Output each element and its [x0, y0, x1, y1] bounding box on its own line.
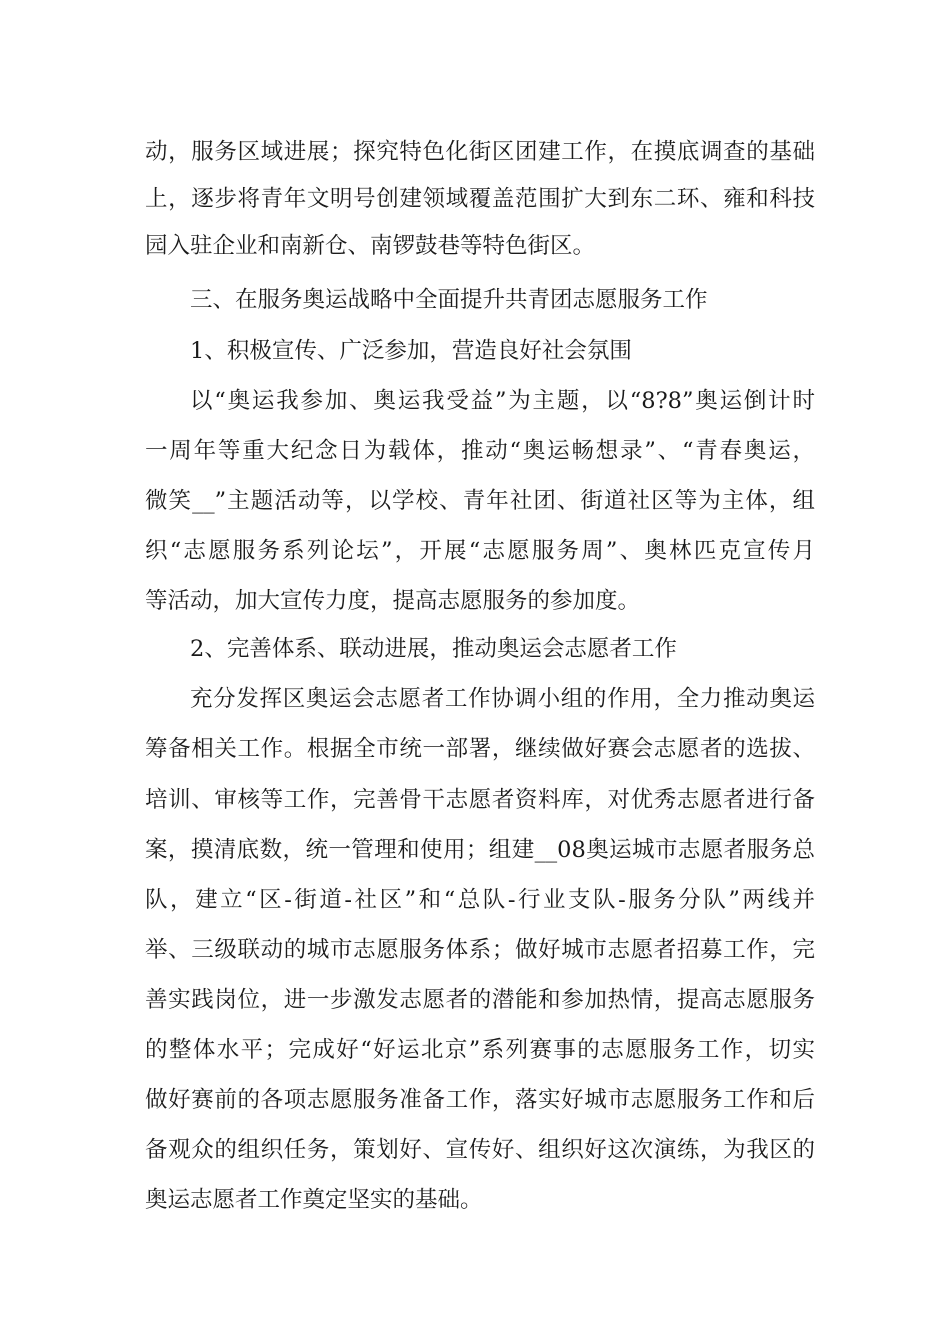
text-line: 充分发挥区奥运会志愿者工作协调小组的作用，全力推动奥运 — [190, 686, 815, 712]
subsection-heading: 2、完善体系、联动进展，推动奥运会志愿者工作 — [190, 636, 677, 662]
text-line: 织“志愿服务系列论坛”，开展“志愿服务周”、奥林匹克宣传月 — [145, 538, 815, 564]
text-line: 等活动，加大宣传力度，提高志愿服务的参加度。 — [145, 588, 641, 614]
section-heading: 三、在服务奥运战略中全面提升共青团志愿服务工作 — [190, 287, 708, 313]
text-line: 一周年等重大纪念日为载体，推动“奥运畅想录”、“青春奥运， — [145, 438, 815, 464]
text-line: 举、三级联动的城市志愿服务体系；做好城市志愿者招募工作，完 — [145, 937, 815, 963]
text-line: 队，建立“区-街道-社区”和“总队-行业支队-服务分队”两线并 — [145, 887, 815, 913]
text-line: 培训、审核等工作，完善骨干志愿者资料库，对优秀志愿者进行备 — [145, 787, 815, 813]
text-line: 园入驻企业和南新仓、南锣鼓巷等特色街区。 — [145, 233, 596, 259]
text-line: 以“奥运我参加、奥运我受益”为主题，以“8?8”奥运倒计时 — [190, 388, 815, 414]
text-line: 案，摸清底数，统一管理和使用；组建__08奥运城市志愿者服务总 — [145, 837, 815, 863]
text-line: 做好赛前的各项志愿服务准备工作，落实好城市志愿服务工作和后 — [145, 1087, 815, 1113]
text-line: 奥运志愿者工作奠定坚实的基础。 — [145, 1187, 483, 1213]
subsection-heading: 1、积极宣传、广泛参加，营造良好社会氛围 — [190, 338, 632, 364]
text-line: 微笑__”主题活动等，以学校、青年社团、街道社区等为主体，组 — [145, 488, 815, 514]
text-line: 筹备相关工作。根据全市统一部署，继续做好赛会志愿者的选拔、 — [145, 736, 815, 762]
text-line: 备观众的组织任务，策划好、宣传好、组织好这次演练，为我区的 — [145, 1137, 815, 1163]
text-line: 的整体水平；完成好“好运北京”系列赛事的志愿服务工作，切实 — [145, 1037, 815, 1063]
text-line: 善实践岗位，进一步激发志愿者的潜能和参加热情，提高志愿服务 — [145, 987, 815, 1013]
text-line: 上，逐步将青年文明号创建领域覆盖范围扩大到东二环、雍和科技 — [145, 186, 815, 212]
text-line: 动，服务区域进展；探究特色化街区团建工作，在摸底调查的基础 — [145, 139, 815, 165]
